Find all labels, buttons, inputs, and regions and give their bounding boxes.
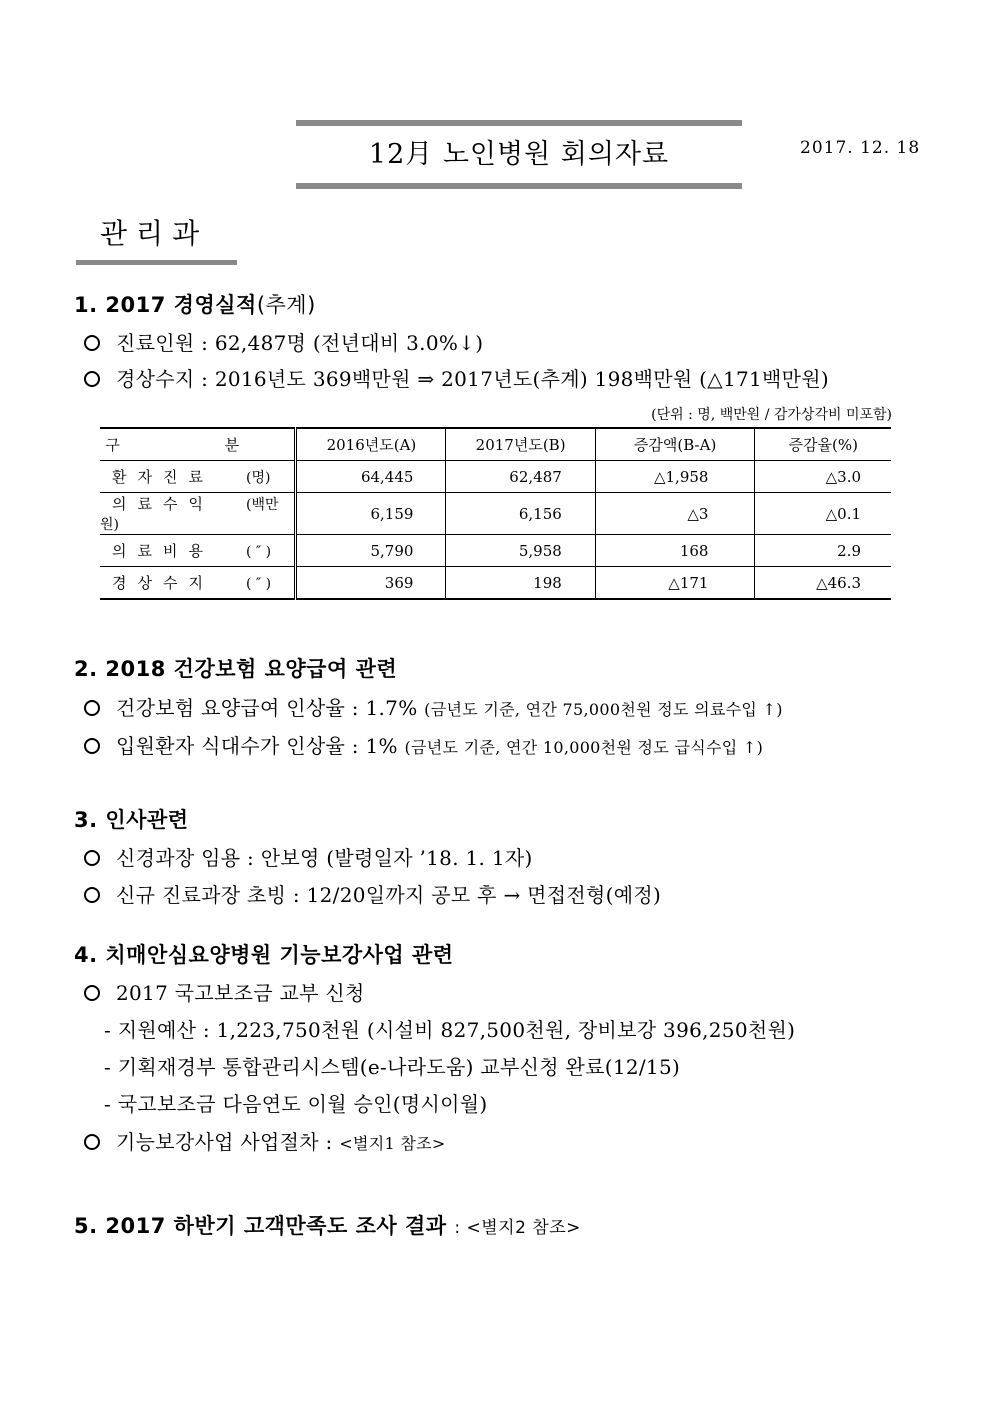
section1-item-2-text: 경상수지 : 2016년도 369백만원 ⇒ 2017년도(추계) 198백만원 (△171백만원) bbox=[116, 367, 829, 391]
row-label: 의료수익 bbox=[112, 495, 214, 513]
section2-item-2 bbox=[84, 730, 763, 759]
section2-item-1 bbox=[84, 692, 783, 721]
cell-2017: 6,156 bbox=[446, 493, 595, 535]
cell-diff: △1,958 bbox=[595, 461, 755, 493]
table-header-2016: 2016년도(A) bbox=[296, 428, 446, 461]
circle-bullet-icon bbox=[84, 371, 100, 387]
row-label-cell bbox=[100, 535, 296, 567]
title-bottom-rule bbox=[296, 183, 742, 189]
row-label-cell bbox=[100, 493, 296, 535]
circle-bullet-icon bbox=[84, 738, 100, 754]
section5-heading bbox=[74, 1210, 581, 1240]
table-row bbox=[100, 493, 891, 535]
table-header-rate: 증감율(%) bbox=[755, 428, 891, 461]
row-unit: (백만원) bbox=[100, 497, 279, 533]
section4-heading: 4. 치매안심요양병원 기능보강사업 관련 bbox=[74, 943, 454, 967]
cell-2016: 64,445 bbox=[296, 461, 446, 493]
section3-heading: 3. 인사관련 bbox=[74, 808, 189, 832]
section1-heading-normal: (추계) bbox=[256, 293, 316, 317]
performance-table bbox=[100, 427, 891, 600]
row-unit: (명) bbox=[246, 470, 271, 486]
table-header-category: 구 분 bbox=[100, 428, 296, 461]
section4-item-1-text: 2017 국고보조금 교부 신청 bbox=[116, 981, 365, 1005]
section4-item-2 bbox=[84, 1126, 446, 1155]
table-header-2017: 2017년도(B) bbox=[446, 428, 595, 461]
section2-item-1-note: (금년도 기준, 연간 75,000천원 정도 의료수입 ↑) bbox=[424, 700, 783, 719]
section2-heading: 2. 2018 건강보험 요양급여 관련 bbox=[74, 657, 398, 681]
cell-diff: 168 bbox=[595, 535, 755, 567]
section5-ref: : <별지2 참조> bbox=[454, 1218, 581, 1238]
cell-2017: 62,487 bbox=[446, 461, 595, 493]
document-date: 2017. 12. 18 bbox=[800, 138, 921, 158]
circle-bullet-icon bbox=[84, 335, 100, 351]
row-unit: ( ″ ) bbox=[246, 544, 272, 560]
cell-2016: 5,790 bbox=[296, 535, 446, 567]
section2-item-1-main: 건강보험 요양급여 인상율 : 1.7% bbox=[116, 696, 418, 720]
cell-rate: 2.9 bbox=[755, 535, 891, 567]
department-underline bbox=[76, 260, 237, 265]
department-heading: 관리과 bbox=[100, 217, 209, 250]
section3-item-1-text: 신경과장 임용 : 안보영 (발령일자 ’18. 1. 1자) bbox=[116, 846, 533, 870]
section1-heading bbox=[74, 289, 316, 319]
cell-2017: 198 bbox=[446, 567, 595, 600]
row-label: 경상수지 bbox=[112, 574, 214, 592]
section2-item-2-note: (금년도 기준, 연간 10,000천원 정도 급식수입 ↑) bbox=[404, 738, 764, 757]
document-title: 12月 노인병원 회의자료 bbox=[368, 139, 670, 170]
cell-2016: 6,159 bbox=[296, 493, 446, 535]
cell-rate: △0.1 bbox=[755, 493, 891, 535]
section1-item-1-text: 진료인원 : 62,487명 (전년대비 3.0%↓) bbox=[116, 331, 484, 355]
cell-diff: △171 bbox=[595, 567, 755, 600]
row-label-cell bbox=[100, 461, 296, 493]
section4-subitem-2: - 기획재경부 통합관리시스템(e-나라도움) 교부신청 완료(12/15) bbox=[104, 1055, 681, 1079]
section4-item-2-ref: <별지1 참조> bbox=[339, 1134, 446, 1153]
section1-heading-bold: 1. 2017 경영실적 bbox=[74, 293, 257, 317]
section2-item-2-main: 입원환자 식대수가 인상율 : 1% bbox=[116, 734, 398, 758]
section3-item-1 bbox=[84, 842, 533, 871]
table-header-diff: 증감액(B-A) bbox=[595, 428, 755, 461]
row-unit: ( ″ ) bbox=[246, 576, 272, 592]
circle-bullet-icon bbox=[84, 700, 100, 716]
section3-item-2-text: 신규 진료과장 초빙 : 12/20일까지 공모 후 → 면접전형(예정) bbox=[116, 883, 662, 907]
table-row bbox=[100, 567, 891, 600]
circle-bullet-icon bbox=[84, 850, 100, 866]
row-label: 의료비용 bbox=[112, 542, 214, 560]
section1-item-2 bbox=[84, 363, 829, 392]
section3-item-2 bbox=[84, 879, 661, 908]
section4-subitem-3: - 국고보조금 다음연도 이월 승인(명시이월) bbox=[104, 1092, 488, 1116]
section4-subitem-1: - 지원예산 : 1,223,750천원 (시설비 827,500천원, 장비보강 396,250천원) bbox=[104, 1018, 796, 1042]
circle-bullet-icon bbox=[84, 1134, 100, 1150]
row-label-cell bbox=[100, 567, 296, 600]
circle-bullet-icon bbox=[84, 985, 100, 1001]
cell-2017: 5,958 bbox=[446, 535, 595, 567]
section5-heading-text: 5. 2017 하반기 고객만족도 조사 결과 bbox=[74, 1214, 447, 1238]
cell-rate: △46.3 bbox=[755, 567, 891, 600]
row-label: 환자진료 bbox=[112, 468, 214, 486]
title-box bbox=[296, 120, 742, 190]
table-row bbox=[100, 535, 891, 567]
cell-rate: △3.0 bbox=[755, 461, 891, 493]
table-unit-note: (단위 : 명, 백만원 / 감가상각비 미포함) bbox=[651, 407, 892, 423]
cell-2016: 369 bbox=[296, 567, 446, 600]
circle-bullet-icon bbox=[84, 887, 100, 903]
section4-item-2-text: 기능보강사업 사업절차 : bbox=[116, 1130, 333, 1154]
section1-item-1 bbox=[84, 327, 483, 356]
table-row bbox=[100, 461, 891, 493]
title-top-rule bbox=[296, 120, 742, 126]
cell-diff: △3 bbox=[595, 493, 755, 535]
section4-item-1 bbox=[84, 977, 365, 1006]
table-header-row bbox=[100, 428, 891, 461]
